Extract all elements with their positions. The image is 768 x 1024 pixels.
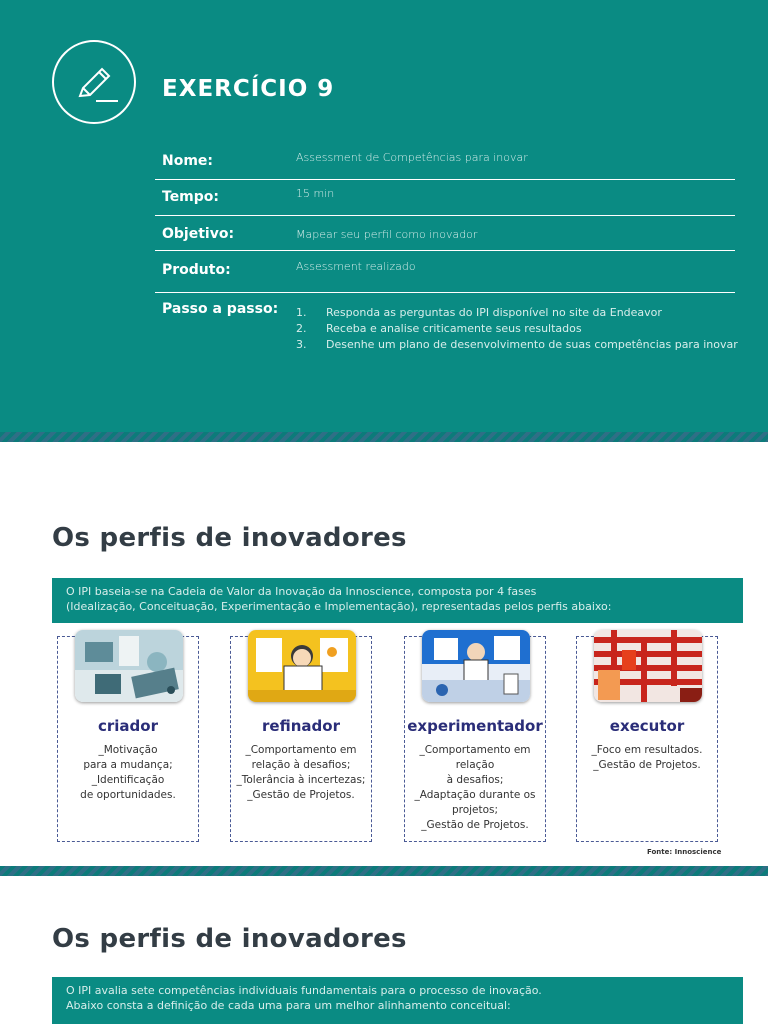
experimentador-illustration — [422, 630, 530, 702]
intro-box: O IPI baseia-se na Cadeia de Valor da Inovação da Innoscience, composta por 4 fases (Idealização, Conceituação, Experimentação e Implementação), representadas pelos perfis abaixo: — [52, 578, 743, 623]
list-item: 3. Desenhe um plano de desenvolvimento de suas competências para inovar — [296, 338, 738, 351]
card-name: experimentador — [407, 717, 543, 735]
profile-card-experimentador — [404, 636, 546, 842]
exercise-row-steps — [155, 293, 738, 363]
row-label: Passo a passo: — [162, 301, 279, 317]
criador-illustration — [75, 630, 183, 702]
executor-illustration — [594, 630, 702, 702]
profile-card-executor — [576, 636, 718, 842]
card-description: _Foco em resultados. _Gestão de Projetos. — [591, 744, 703, 771]
list-item: 2. Receba e analise criticamente seus resultados — [296, 322, 582, 335]
row-label: Produto: — [162, 262, 231, 278]
section-title: Os perfis de inovadores — [52, 523, 407, 553]
profile-card-refinador — [230, 636, 372, 842]
row-value: Assessment realizado — [296, 260, 416, 273]
exercise-title: EXERCÍCIO 9 — [162, 76, 335, 102]
source-note: Fonte: Innoscience — [647, 848, 722, 856]
card-description: _Motivação para a mudança; _Identificação de oportunidades. — [80, 744, 176, 801]
exercise-row-name — [155, 146, 735, 180]
exercise-section — [0, 0, 768, 432]
card-name: refinador — [262, 717, 340, 735]
card-name: criador — [98, 717, 158, 735]
card-description: _Comportamento em relação à desafios; _Tolerância à incertezas; _Gestão de Projetos. — [236, 744, 366, 801]
row-value: Assessment de Competências para inovar — [296, 151, 528, 164]
row-value: Mapear seu perfil como inovador — [296, 228, 478, 241]
list-item: 1. Responda as perguntas do IPI disponível no site da Endeavor — [296, 306, 662, 319]
stripe-divider — [0, 432, 768, 442]
refinador-illustration — [248, 630, 356, 702]
row-label: Objetivo: — [162, 226, 235, 242]
card-name: executor — [609, 717, 685, 735]
stripe-divider — [0, 866, 768, 876]
section-title: Os perfis de inovadores — [52, 924, 407, 954]
intro-box: O IPI avalia sete competências individuais fundamentais para o processo de inovação. Abaixo consta a definição de cada uma para um melhor alinhamento conceitual: — [52, 977, 743, 1024]
exercise-row-objective — [155, 216, 735, 251]
row-label: Nome: — [162, 153, 214, 169]
steps-list — [296, 305, 738, 353]
profile-card-criador — [57, 636, 199, 842]
exercise-row-time — [155, 180, 735, 216]
card-description: _Comportamento em relação à desafios; _Adaptação durante os projetos; _Gestão de Projetos. — [414, 744, 536, 831]
row-value: 15 min — [296, 187, 335, 200]
pencil-icon — [52, 40, 136, 124]
row-label: Tempo: — [162, 189, 220, 205]
exercise-row-product — [155, 251, 735, 293]
